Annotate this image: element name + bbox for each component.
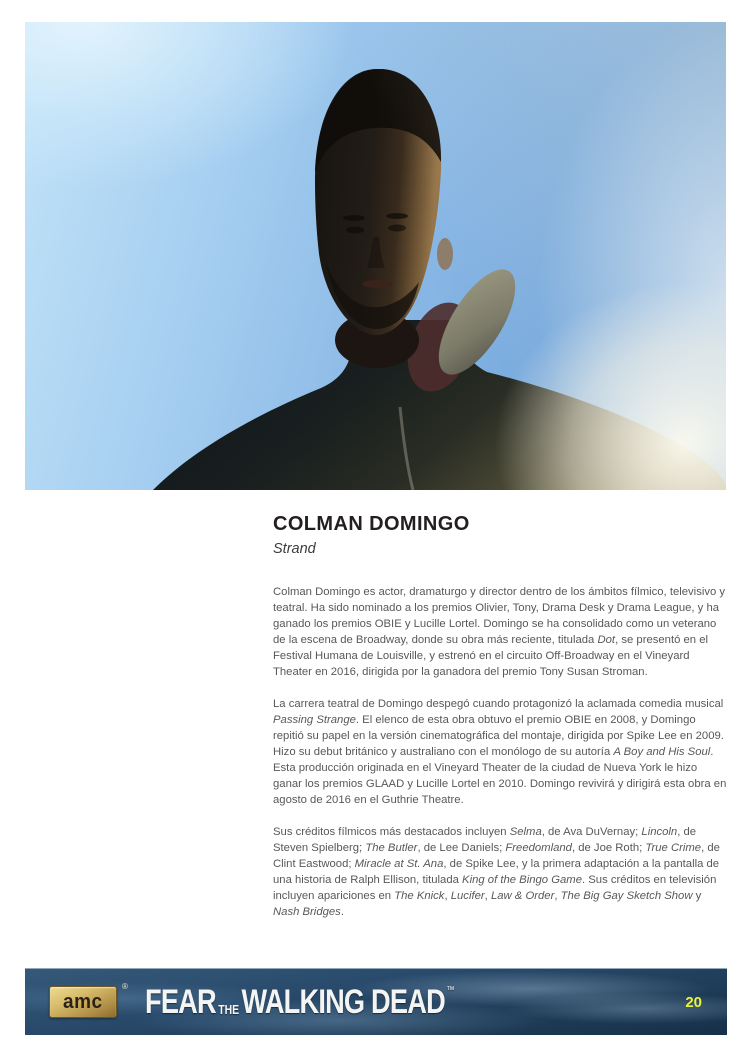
footer-band bbox=[25, 968, 727, 1035]
bio-text: , de Lee Daniels; bbox=[417, 841, 506, 854]
bio-text: , de Joe Roth; bbox=[571, 841, 646, 854]
logo-word-the: THE bbox=[218, 1001, 240, 1017]
bio-title-italic: The Butler bbox=[365, 841, 418, 854]
bio-paragraph bbox=[273, 584, 729, 680]
bio-text: La carrera teatral de Domingo despegó cuando protagonizó la aclamada comedia musical bbox=[273, 697, 724, 710]
bio-text: , bbox=[484, 889, 491, 902]
bio-text: . Esta producción originada en el Vineyard Theater de la ciudad de Nueva York le hizo ganar los premios GLAAD y Lucille Lortel en 2010. Domingo revivirá y dirigirá esta obra en agosto de 2016 en el Guthrie Theatre. bbox=[273, 745, 727, 806]
bio-title-italic: A Boy and His Soul bbox=[613, 745, 711, 758]
bio-text: Sus créditos fílmicos más destacados incluyen bbox=[273, 825, 510, 838]
bio-section bbox=[273, 514, 731, 936]
bio-text: , bbox=[444, 889, 451, 902]
fear-the-walking-dead-logo bbox=[145, 969, 455, 1035]
amc-logo-text: amc bbox=[63, 991, 103, 1013]
amc-logo bbox=[49, 986, 117, 1018]
logo-word-fear: FEAR bbox=[145, 983, 216, 1021]
bio-title-italic: The Big Gay Sketch Show bbox=[560, 889, 693, 902]
bio-text: , de Spike Lee, y la primera adaptación a la pantalla de una historia de Ralph Ellison, titulada bbox=[273, 857, 720, 886]
bio-title-italic: Nash Bridges bbox=[273, 905, 341, 918]
bio-title-italic: Law & Order bbox=[490, 889, 555, 902]
bio-title-italic: Passing Strange bbox=[273, 713, 356, 726]
bio-text: . Sus créditos en televisión incluyen apariciones en bbox=[273, 873, 717, 902]
man-silhouette bbox=[25, 22, 726, 490]
bio-text: , de Ava DuVernay; bbox=[541, 825, 642, 838]
bio-text: . bbox=[340, 905, 344, 918]
bio-text: Colman Domingo es actor, dramaturgo y director dentro de los ámbitos fílmico, televisivo y teatral. Ha sido nominado a los premios Olivier, Tony, Drama Desk y Drama League, y ha ganado los premios OBIE y Lucille Lortel. Domingo se ha consolidado como un veterano de la escena de Broadway, donde su obra más reciente, titulada bbox=[273, 585, 726, 646]
page-number: 20 bbox=[685, 994, 702, 1011]
bio-text: y bbox=[692, 889, 702, 902]
profile-role: Strand bbox=[273, 541, 316, 557]
bio-title-italic: Freedomland bbox=[505, 841, 572, 854]
bio-title-italic: The Knick bbox=[394, 889, 445, 902]
bio-text: . El elenco de esta obra obtuvo el premio OBIE en 2008, y Domingo repitió su papel en la versión cinematográfica del montaje, dirigida por Spike Lee en 2009. Hizo su debut británico y australiano con el monólogo de su autoría bbox=[273, 713, 724, 758]
bio-paragraph bbox=[273, 696, 729, 808]
bio-paragraph bbox=[273, 824, 729, 920]
logo-word-walking-dead: WALKING DEAD bbox=[241, 983, 445, 1021]
bio-text: , de Steven Spielberg; bbox=[273, 825, 697, 854]
bio-title-italic: Selma bbox=[509, 825, 542, 838]
registered-mark-icon: ® bbox=[122, 982, 128, 991]
bio-title-italic: Dot bbox=[597, 633, 616, 646]
bio-title-italic: True Crime bbox=[645, 841, 702, 854]
bio-text: , de Clint Eastwood; bbox=[273, 841, 720, 870]
bio-text: , bbox=[554, 889, 561, 902]
bio-title-italic: Lincoln bbox=[641, 825, 678, 838]
trademark-icon: ™ bbox=[446, 985, 455, 996]
bio bbox=[273, 584, 729, 920]
bio-title-italic: Lucifer bbox=[450, 889, 485, 902]
portrait-photo bbox=[25, 22, 726, 490]
bio-title-italic: Miracle at St. Ana bbox=[354, 857, 444, 870]
profile-name: COLMAN DOMINGO bbox=[273, 513, 470, 535]
bio-text: , se presentó en el Festival Humana de Louisville, y estrenó en el circuito Off-Broadway en el Vineyard Theater en 2016, dirigida por la ganadora del premio Tony Susan Stroman. bbox=[273, 633, 709, 678]
bio-title-italic: King of the Bingo Game bbox=[462, 873, 582, 886]
